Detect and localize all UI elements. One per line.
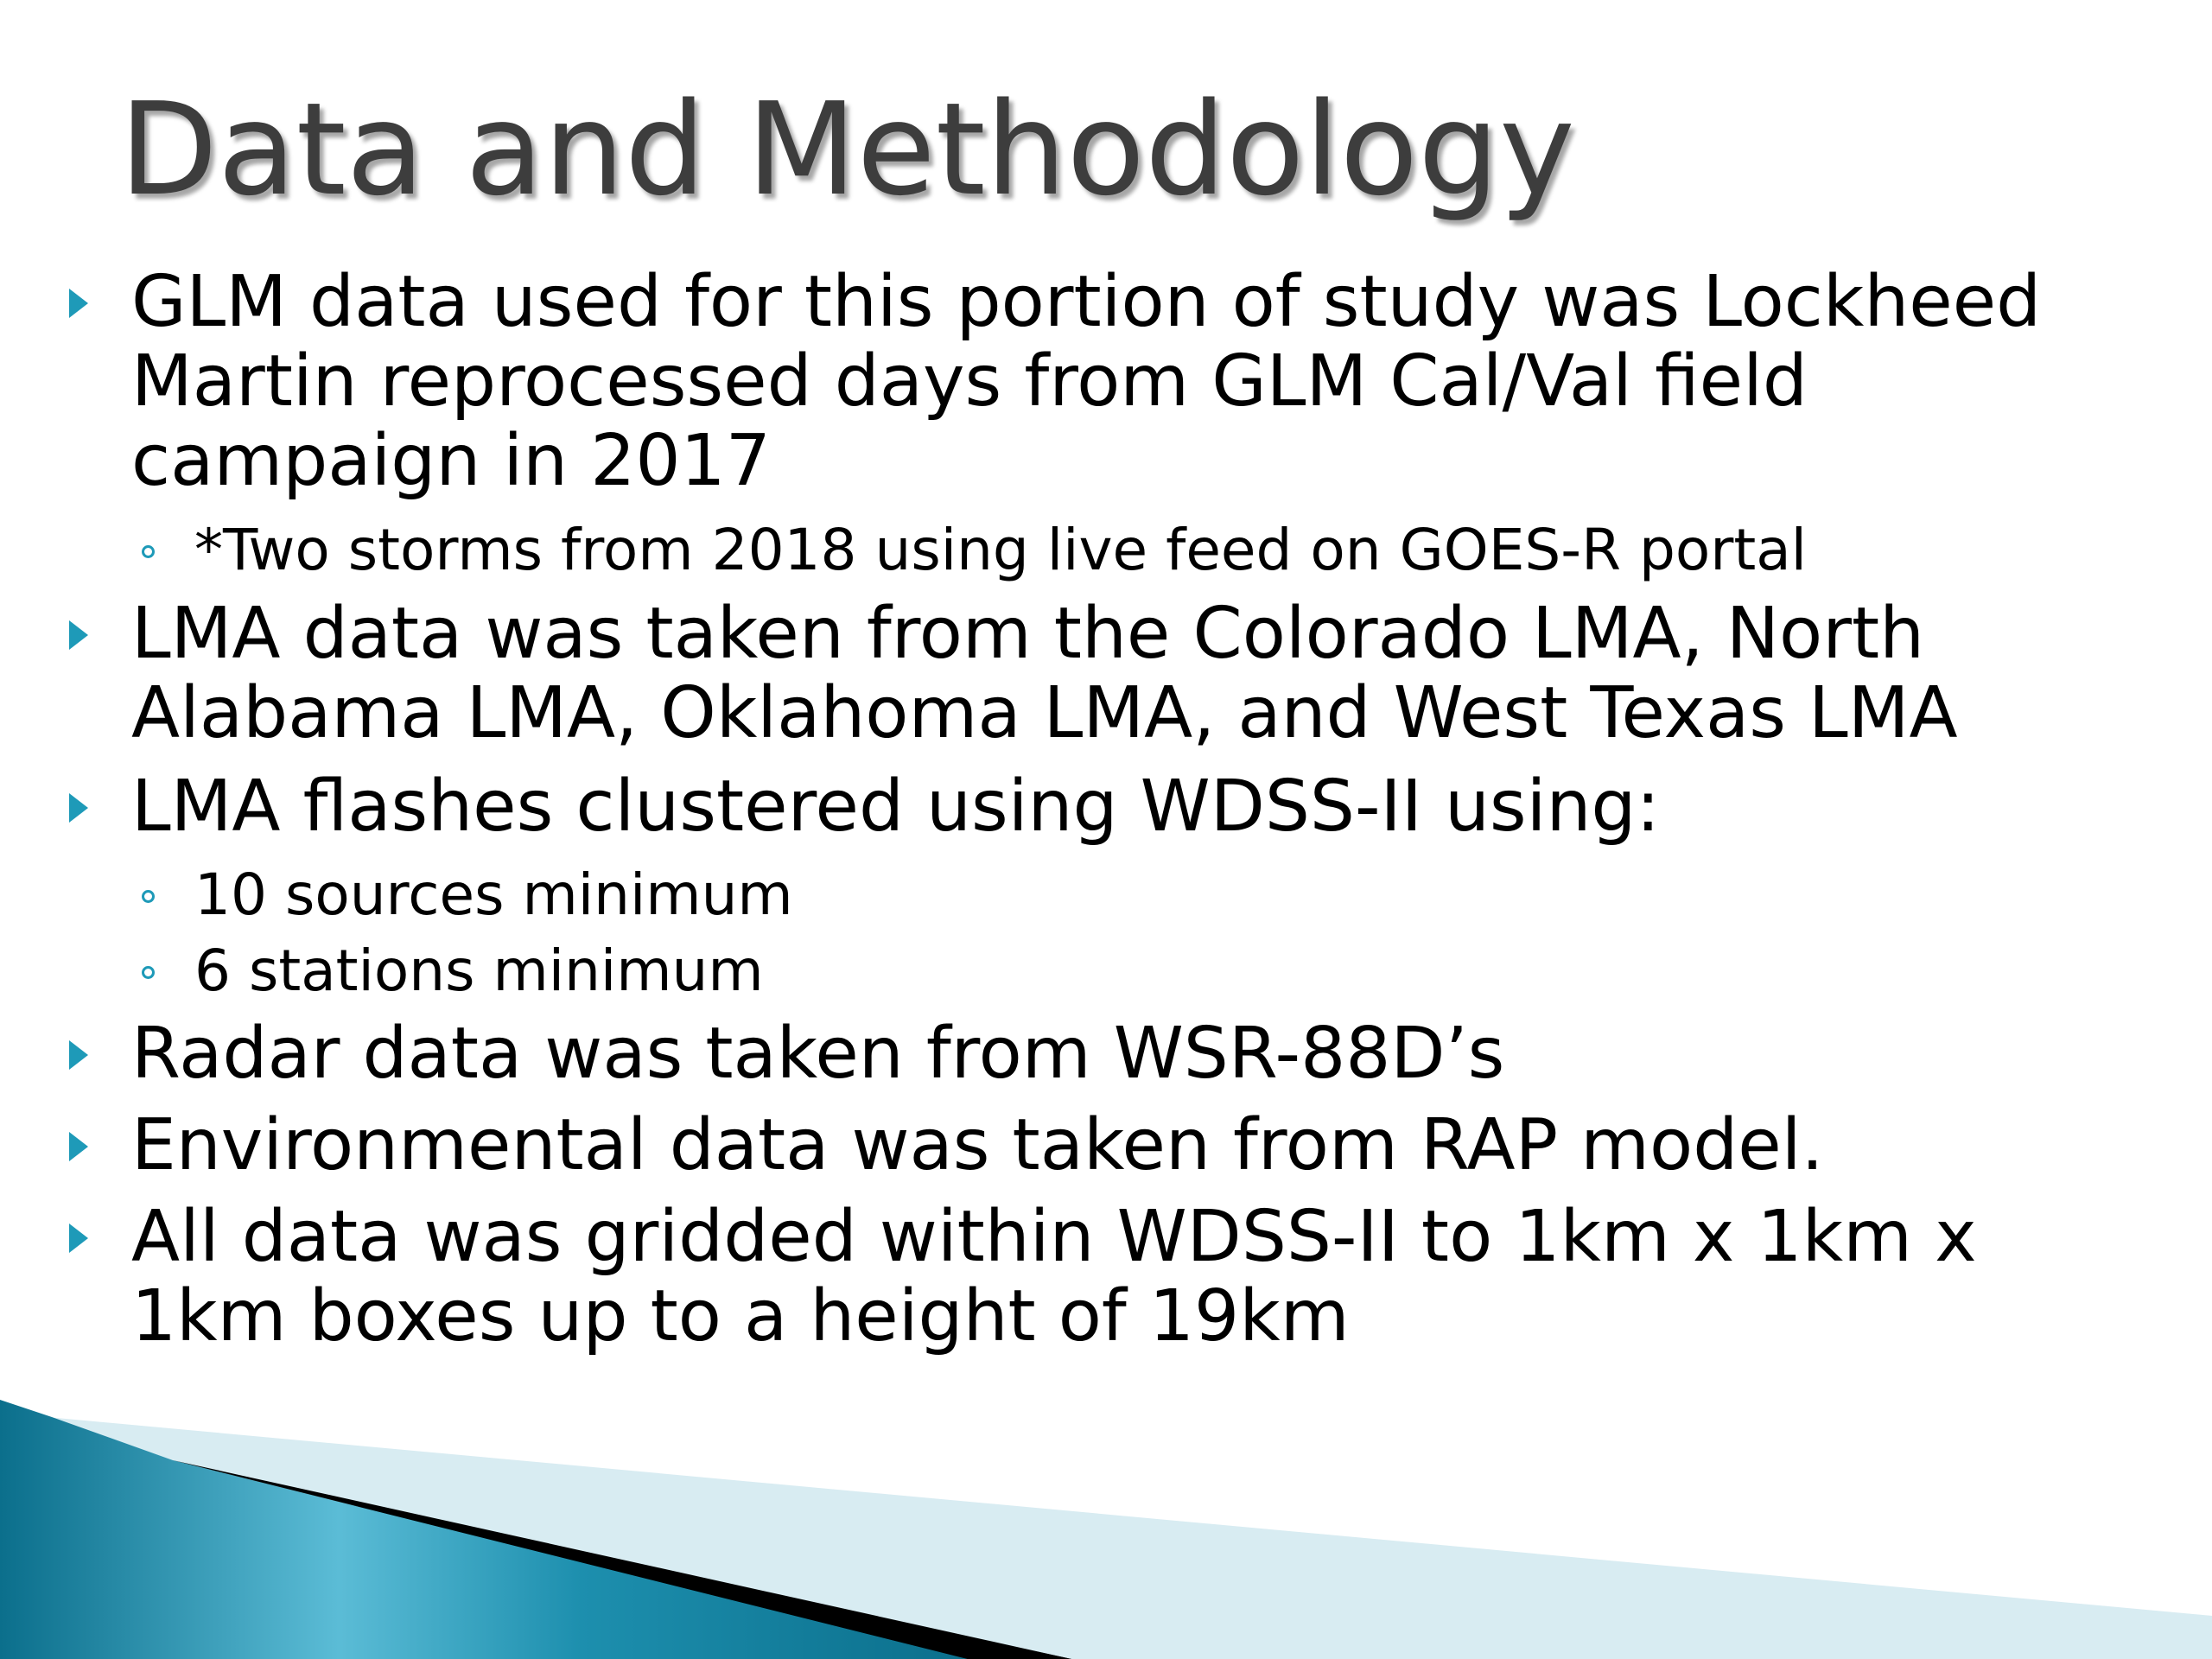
bullet-item-gridded-data	[131, 1198, 2119, 1357]
bullet-item-radar-data	[131, 1014, 2119, 1094]
bullet-text-line: LMA flashes clustered using WDSS-II using:	[131, 766, 1661, 848]
triangle-bullet-icon	[69, 620, 88, 650]
bullet-text-line: Environmental data was taken from RAP model.	[131, 1104, 1824, 1186]
triangle-bullet-icon	[69, 1224, 88, 1253]
subbullet-text: *Two storms from 2018 using live feed on GOES-R portal	[194, 517, 1808, 583]
bullet-text-line: All data was gridded within WDSS-II to 1km x 1km x	[131, 1196, 1977, 1278]
subbullet-item-two-storms	[194, 517, 2095, 584]
triangle-bullet-icon	[69, 1132, 88, 1161]
bullet-item-glm-data	[131, 263, 2119, 501]
subbullet-item-sources	[194, 861, 2095, 929]
triangle-bullet-icon	[69, 289, 88, 318]
bullet-item-lma-flashes	[131, 767, 2119, 847]
subbullet-text: 10 sources minimum	[194, 861, 793, 928]
bullet-text-line: LMA data was taken from the Colorado LMA, North	[131, 593, 1925, 675]
bullet-text-line: campaign in 2017	[131, 420, 771, 502]
triangle-bullet-icon	[69, 1040, 88, 1070]
bullet-item-environmental-data	[131, 1106, 2119, 1185]
circle-bullet-icon	[142, 966, 155, 979]
bullet-text-line: GLM data used for this portion of study was Lockheed	[131, 261, 2042, 343]
subbullet-text: 6 stations minimum	[194, 938, 764, 1004]
triangle-bullet-icon	[69, 793, 88, 823]
bullet-text-line: Martin reprocessed days from GLM Cal/Val field	[131, 340, 1808, 423]
subbullet-item-stations	[194, 938, 2095, 1005]
decorative-swoosh	[0, 1365, 2212, 1659]
bullet-item-lma-data	[131, 594, 2119, 753]
circle-bullet-icon	[142, 890, 155, 903]
bullet-text-line: 1km boxes up to a height of 19km	[131, 1275, 1350, 1357]
bullet-text-line: Radar data was taken from WSR-88D’s	[131, 1013, 1505, 1095]
slide-title: Data and Methodology	[119, 75, 1575, 224]
circle-bullet-icon	[142, 545, 155, 558]
bullet-text-line: Alabama LMA, Oklahoma LMA, and West Texas LMA	[131, 672, 1958, 754]
